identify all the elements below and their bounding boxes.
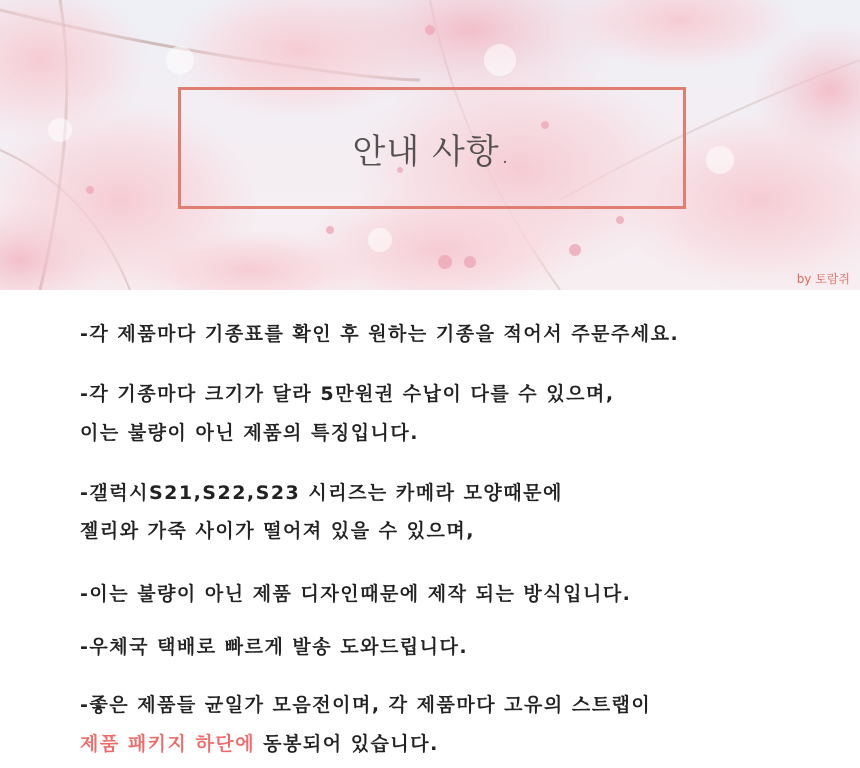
notice-line: -좋은 제품들 균일가 모음전이며, 각 제품마다 고유의 스트랩이	[80, 694, 652, 716]
notice-line: -갤럭시S21,S22,S23 시리즈는 카메라 모양때문에	[80, 482, 563, 504]
notice-line: -이는 불량이 아닌 제품 디자인때문에 제작 되는 방식입니다.	[80, 583, 632, 605]
notice-line: 젤리와 가죽 사이가 떨어져 있을 수 있으며,	[80, 520, 475, 542]
notice-line: -우체국 택배로 빠르게 발송 도와드립니다.	[80, 636, 469, 658]
author-credit: by 토람쥐	[796, 272, 850, 286]
notice-line: -각 기종마다 크기가 달라 5만원권 수납이 다를 수 있으며,	[80, 383, 615, 405]
notice-line: -각 제품마다 기종표를 확인 후 원하는 기종을 적어서 주문주세요.	[80, 323, 680, 345]
notice-line: 이는 불량이 아닌 제품의 특징입니다.	[80, 422, 419, 444]
notice-line-rest: 동봉되어 있습니다.	[255, 733, 439, 755]
notice-line-last	[80, 729, 439, 756]
highlighted-text: 제품 패키지 하단에	[80, 733, 256, 755]
title-frame	[178, 87, 686, 209]
cherry-blossom-banner	[0, 0, 860, 290]
page-title: 안내 사항.	[352, 131, 512, 172]
